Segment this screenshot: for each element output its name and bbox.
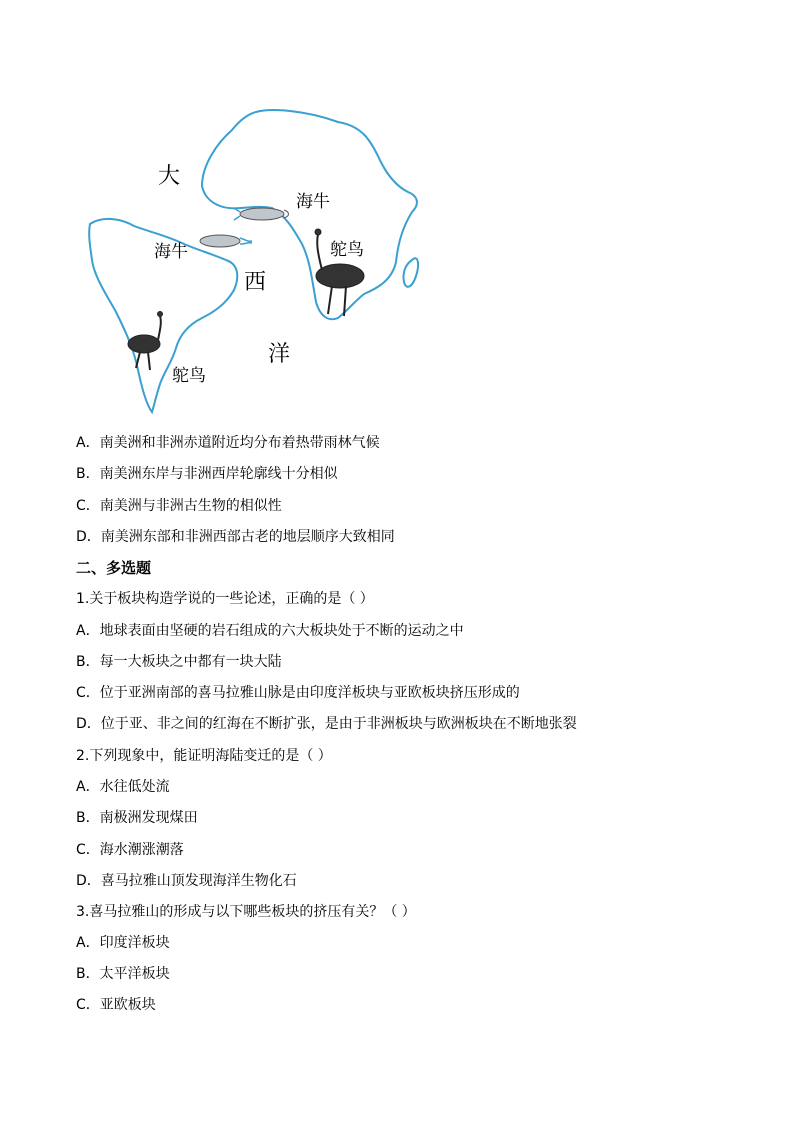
question-1-stem: 1.关于板块构造学说的一些论述，正确的是（ ） [76, 591, 374, 607]
question-2-option-c: C．海水潮涨潮落 [76, 842, 184, 858]
label-ostrich-south-america: 鸵鸟 [172, 366, 206, 386]
question-2-stem: 2.下列现象中，能证明海陆变迁的是（ ） [76, 748, 332, 764]
label-ostrich-africa: 鸵鸟 [330, 240, 364, 260]
map-drawing [80, 104, 430, 416]
ostrich-south-america-icon [128, 312, 163, 371]
prev-option-c: C．南美洲与非洲古生物的相似性 [76, 498, 282, 514]
question-1-option-c: C．位于亚洲南部的喜马拉雅山脉是由印度洋板块与亚欧板块挤压形成的 [76, 685, 520, 701]
question-2-option-d: D．喜马拉雅山顶发现海洋生物化石 [76, 873, 297, 889]
question-3-stem: 3.喜马拉雅山的形成与以下哪些板块的挤压有关？（ ） [76, 904, 416, 920]
question-3-option-c: C．亚欧板块 [76, 997, 156, 1013]
prev-option-b: B．南美洲东岸与非洲西岸轮廓线十分相似 [76, 466, 338, 482]
prev-option-d: D．南美洲东部和非洲西部古老的地层顺序大致相同 [76, 529, 395, 545]
label-xi: 西 [244, 270, 267, 295]
madagascar-outline [403, 258, 418, 287]
label-yang: 洋 [268, 342, 291, 367]
question-1-option-b: B．每一大板块之中都有一块大陆 [76, 654, 282, 670]
question-1-option-d: D．位于亚、非之间的红海在不断扩张，是由于非洲板块与欧洲板块在不断地张裂 [76, 716, 577, 732]
question-2-option-a: A．水往低处流 [76, 779, 170, 795]
section-title: 二、多选题 [76, 559, 152, 577]
continental-drift-map [80, 104, 430, 416]
manatee-south-america-icon [200, 235, 252, 247]
prev-option-a: A．南美洲和非洲赤道附近均分布着热带雨林气候 [76, 435, 380, 451]
question-3-option-a: A．印度洋板块 [76, 935, 170, 951]
label-manatee-africa: 海牛 [296, 192, 330, 212]
manatee-africa-icon [234, 208, 289, 220]
label-da: 大 [158, 164, 181, 189]
question-2-option-b: B．南极洲发现煤田 [76, 810, 198, 826]
question-1-option-a: A．地球表面由坚硬的岩石组成的六大板块处于不断的运动之中 [76, 623, 464, 639]
question-3-option-b: B．太平洋板块 [76, 966, 170, 982]
label-manatee-south-america: 海牛 [154, 242, 188, 262]
